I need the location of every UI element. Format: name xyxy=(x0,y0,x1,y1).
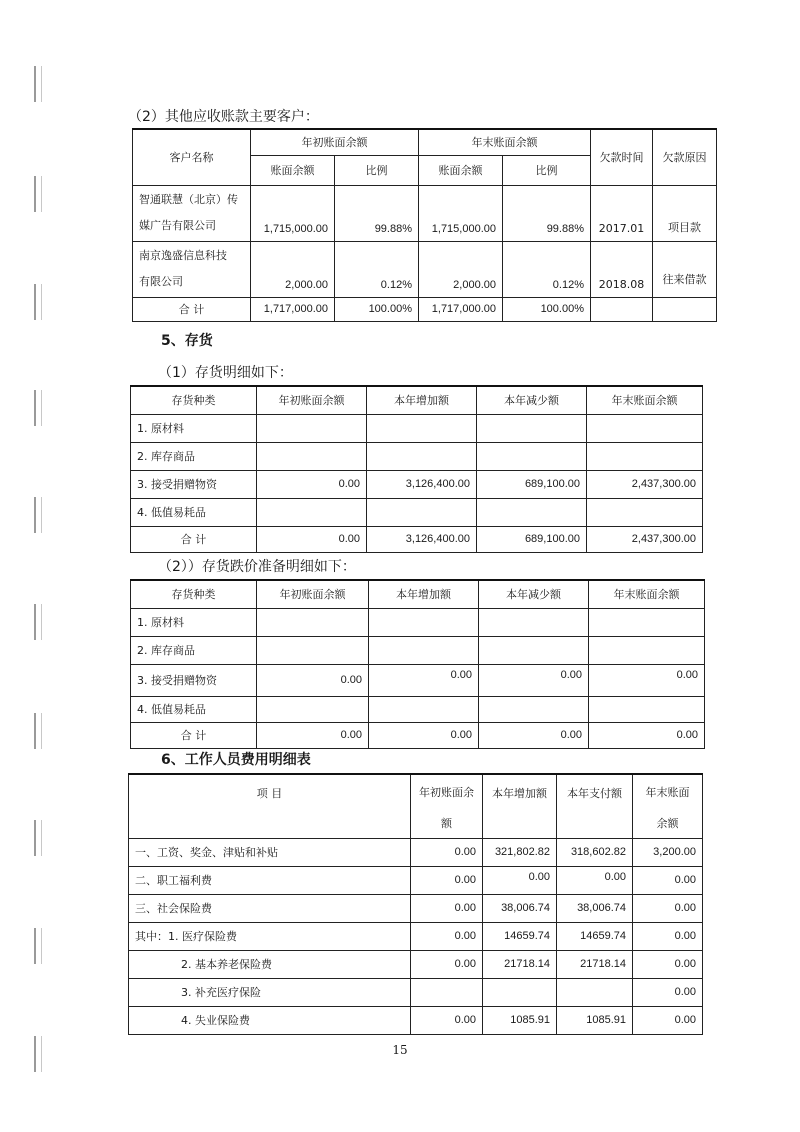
total-closing-balance: 1,717,000.00 xyxy=(419,297,503,321)
table-row xyxy=(129,922,703,950)
table-row xyxy=(129,978,703,1006)
receivable-table xyxy=(132,128,717,322)
value-cell: 321,802.82 xyxy=(483,838,557,866)
value-cell: 318,602.82 xyxy=(557,838,633,866)
binder-mark xyxy=(34,604,42,640)
inventory-heading: 5、存货 xyxy=(161,333,213,349)
value-cell: 1085.91 xyxy=(483,1006,557,1034)
item-cell: 4. 失业保险费 xyxy=(129,1006,411,1034)
value-cell xyxy=(411,978,483,1006)
item-cell: 2. 基本养老保险费 xyxy=(129,950,411,978)
value-cell: 3,200.00 xyxy=(633,838,703,866)
customer-name-line1: 智通联慧（北京）传 xyxy=(139,193,238,206)
binder-mark xyxy=(34,497,42,533)
value-cell: 0.00 xyxy=(257,470,367,498)
value-cell: 2,437,300.00 xyxy=(587,470,703,498)
staff-heading: 6、工作人员费用明细表 xyxy=(161,752,311,768)
total-opening-balance: 1,717,000.00 xyxy=(251,297,335,321)
value-cell: 0.00 xyxy=(633,978,703,1006)
closing-ratio-cell: 99.88% xyxy=(503,185,591,241)
item-cell: 一、工资、奖金、津贴和补贴 xyxy=(129,838,411,866)
opening-ratio-cell: 99.88% xyxy=(335,185,419,241)
table-row xyxy=(131,470,703,498)
opening-ratio-cell: 0.12% xyxy=(335,241,419,297)
binder-mark xyxy=(34,928,42,964)
value-cell xyxy=(369,608,479,636)
value-cell: 38,006.74 xyxy=(557,894,633,922)
value-cell: 0.00 xyxy=(411,894,483,922)
binder-mark xyxy=(34,390,42,426)
table-row xyxy=(129,866,703,894)
value-cell xyxy=(369,636,479,664)
closing-balance-cell: 1,715,000.00 xyxy=(419,185,503,241)
value-cell: 0.00 xyxy=(411,1006,483,1034)
value-cell: 689,100.00 xyxy=(477,470,587,498)
arrears-reason-cell: 往来借款 xyxy=(653,241,717,297)
inventory-type-cell: 4. 低值易耗品 xyxy=(131,696,257,722)
value-cell xyxy=(477,498,587,526)
header-opening-line2: 额 xyxy=(411,808,483,838)
value-cell: 0.00 xyxy=(557,866,633,894)
receivable-subtitle: （2）其他应收账款主要客户： xyxy=(128,109,319,125)
binder-mark xyxy=(34,820,42,856)
header-increase: 本年增加额 xyxy=(483,774,557,838)
binder-mark xyxy=(34,713,42,749)
total-row xyxy=(131,526,703,552)
value-cell xyxy=(257,608,369,636)
value-cell xyxy=(589,636,705,664)
total-row xyxy=(133,297,717,321)
customer-name-line2: 有限公司 xyxy=(139,275,183,288)
value-cell: 3,126,400.00 xyxy=(367,470,477,498)
inventory-type-cell: 2. 库存商品 xyxy=(131,442,257,470)
table-row xyxy=(131,608,705,636)
value-cell: 0.00 xyxy=(411,866,483,894)
value-cell xyxy=(477,414,587,442)
total-empty-cell xyxy=(591,297,653,321)
inventory-detail-subtitle: （1）存货明细如下： xyxy=(158,365,293,381)
inventory-detail-table xyxy=(130,385,703,553)
value-cell xyxy=(477,442,587,470)
value-cell: 38,006.74 xyxy=(483,894,557,922)
table-row xyxy=(133,185,717,241)
staff-table xyxy=(128,773,703,1035)
value-cell: 0.00 xyxy=(479,664,589,696)
table-row xyxy=(129,894,703,922)
value-cell: 0.00 xyxy=(411,922,483,950)
inventory-type-cell: 1. 原材料 xyxy=(131,608,257,636)
total-label: 合 计 xyxy=(131,526,257,552)
total-value-cell: 3,126,400.00 xyxy=(367,526,477,552)
header-increase: 本年增加额 xyxy=(367,386,477,414)
page-number: 15 xyxy=(392,1043,408,1057)
header-opening-line1: 年初账面余 xyxy=(411,774,483,808)
item-cell: 3. 补充医疗保险 xyxy=(129,978,411,1006)
inventory-type-cell: 3. 接受捐赠物资 xyxy=(131,470,257,498)
value-cell: 0.00 xyxy=(633,866,703,894)
header-opening-ratio: 比例 xyxy=(335,155,419,185)
value-cell xyxy=(587,498,703,526)
header-closing-balance: 年末账面余额 xyxy=(589,580,705,608)
value-cell xyxy=(589,608,705,636)
value-cell xyxy=(557,978,633,1006)
value-cell xyxy=(367,498,477,526)
table-row xyxy=(129,950,703,978)
value-cell: 21718.14 xyxy=(483,950,557,978)
item-cell: 其中：1. 医疗保险费 xyxy=(129,922,411,950)
header-opening-group: 年初账面余额 xyxy=(251,129,419,155)
receivable-header-row xyxy=(133,129,717,155)
value-cell xyxy=(257,414,367,442)
value-cell xyxy=(367,414,477,442)
inventory-reserve-subtitle: （2））存货跌价准备明细如下： xyxy=(158,559,356,575)
header-closing-balance: 年末账面余额 xyxy=(587,386,703,414)
table-row xyxy=(131,664,705,696)
value-cell xyxy=(587,414,703,442)
staff-header-row xyxy=(129,774,703,808)
table-row xyxy=(131,636,705,664)
total-closing-ratio: 100.00% xyxy=(503,297,591,321)
total-row xyxy=(131,722,705,748)
value-cell xyxy=(589,696,705,722)
value-cell: 0.00 xyxy=(257,664,369,696)
header-closing-line2: 余额 xyxy=(633,808,703,838)
value-cell: 14659.74 xyxy=(557,922,633,950)
header-paid: 本年支付额 xyxy=(557,774,633,838)
total-value-cell: 0.00 xyxy=(257,526,367,552)
arrears-time-cell: 2017.01 xyxy=(591,185,653,241)
value-cell xyxy=(257,696,369,722)
header-inventory-type: 存货种类 xyxy=(131,580,257,608)
customer-name-line1: 南京逸盛信息科技 xyxy=(139,249,227,262)
value-cell: 0.00 xyxy=(411,838,483,866)
inventory-reserve-table xyxy=(130,579,705,749)
value-cell: 0.00 xyxy=(369,664,479,696)
value-cell: 0.00 xyxy=(633,894,703,922)
table-row xyxy=(131,442,703,470)
table-row xyxy=(131,498,703,526)
value-cell: 0.00 xyxy=(633,950,703,978)
value-cell xyxy=(479,608,589,636)
header-closing-book-balance: 账面余额 xyxy=(419,155,503,185)
table-row xyxy=(131,696,705,722)
header-item: 项 目 xyxy=(129,774,411,838)
customer-name-cell xyxy=(133,241,251,297)
inventory-header-row xyxy=(131,386,703,414)
table-row xyxy=(131,414,703,442)
header-inventory-type: 存货种类 xyxy=(131,386,257,414)
header-arrears-reason: 欠款原因 xyxy=(653,129,717,185)
inventory-type-cell: 3. 接受捐赠物资 xyxy=(131,664,257,696)
value-cell: 1085.91 xyxy=(557,1006,633,1034)
total-label: 合 计 xyxy=(133,297,251,321)
header-closing-ratio: 比例 xyxy=(503,155,591,185)
item-cell: 二、职工福利费 xyxy=(129,866,411,894)
header-closing-line1: 年末账面 xyxy=(633,774,703,808)
header-arrears-time: 欠款时间 xyxy=(591,129,653,185)
closing-balance-cell: 2,000.00 xyxy=(419,241,503,297)
value-cell: 14659.74 xyxy=(483,922,557,950)
binder-mark xyxy=(34,66,42,102)
value-cell: 0.00 xyxy=(633,922,703,950)
table-row xyxy=(129,838,703,866)
binder-mark xyxy=(34,176,42,212)
item-cell: 三、社会保险费 xyxy=(129,894,411,922)
table-row xyxy=(133,241,717,297)
value-cell xyxy=(257,636,369,664)
binder-mark xyxy=(34,284,42,320)
inventory-type-cell: 1. 原材料 xyxy=(131,414,257,442)
header-decrease: 本年减少额 xyxy=(477,386,587,414)
inventory-type-cell: 2. 库存商品 xyxy=(131,636,257,664)
value-cell xyxy=(367,442,477,470)
value-cell xyxy=(479,636,589,664)
total-value-cell: 689,100.00 xyxy=(477,526,587,552)
arrears-time-cell: 2018.08 xyxy=(591,241,653,297)
customer-name-cell xyxy=(133,185,251,241)
value-cell xyxy=(483,978,557,1006)
table-row xyxy=(129,1006,703,1034)
customer-name-line2: 媒广告有限公司 xyxy=(139,219,216,232)
total-label: 合 计 xyxy=(131,722,257,748)
value-cell xyxy=(587,442,703,470)
header-decrease: 本年减少额 xyxy=(479,580,589,608)
header-closing-group: 年末账面余额 xyxy=(419,129,591,155)
opening-balance-cell: 2,000.00 xyxy=(251,241,335,297)
total-value-cell: 0.00 xyxy=(369,722,479,748)
value-cell: 0.00 xyxy=(633,1006,703,1034)
total-value-cell: 0.00 xyxy=(479,722,589,748)
closing-ratio-cell: 0.12% xyxy=(503,241,591,297)
value-cell xyxy=(369,696,479,722)
value-cell: 0.00 xyxy=(483,866,557,894)
opening-balance-cell: 1,715,000.00 xyxy=(251,185,335,241)
total-value-cell: 2,437,300.00 xyxy=(587,526,703,552)
header-opening-balance: 年初账面余额 xyxy=(257,386,367,414)
header-increase: 本年增加额 xyxy=(369,580,479,608)
header-opening-book-balance: 账面余额 xyxy=(251,155,335,185)
value-cell: 21718.14 xyxy=(557,950,633,978)
value-cell xyxy=(257,442,367,470)
value-cell: 0.00 xyxy=(411,950,483,978)
total-opening-ratio: 100.00% xyxy=(335,297,419,321)
header-opening-balance: 年初账面余额 xyxy=(257,580,369,608)
inventory-header-row xyxy=(131,580,705,608)
value-cell xyxy=(479,696,589,722)
total-empty-cell xyxy=(653,297,717,321)
arrears-reason-cell: 项目款 xyxy=(653,185,717,241)
total-value-cell: 0.00 xyxy=(589,722,705,748)
header-customer-name: 客户名称 xyxy=(133,129,251,185)
inventory-type-cell: 4. 低值易耗品 xyxy=(131,498,257,526)
total-value-cell: 0.00 xyxy=(257,722,369,748)
value-cell: 0.00 xyxy=(589,664,705,696)
value-cell xyxy=(257,498,367,526)
